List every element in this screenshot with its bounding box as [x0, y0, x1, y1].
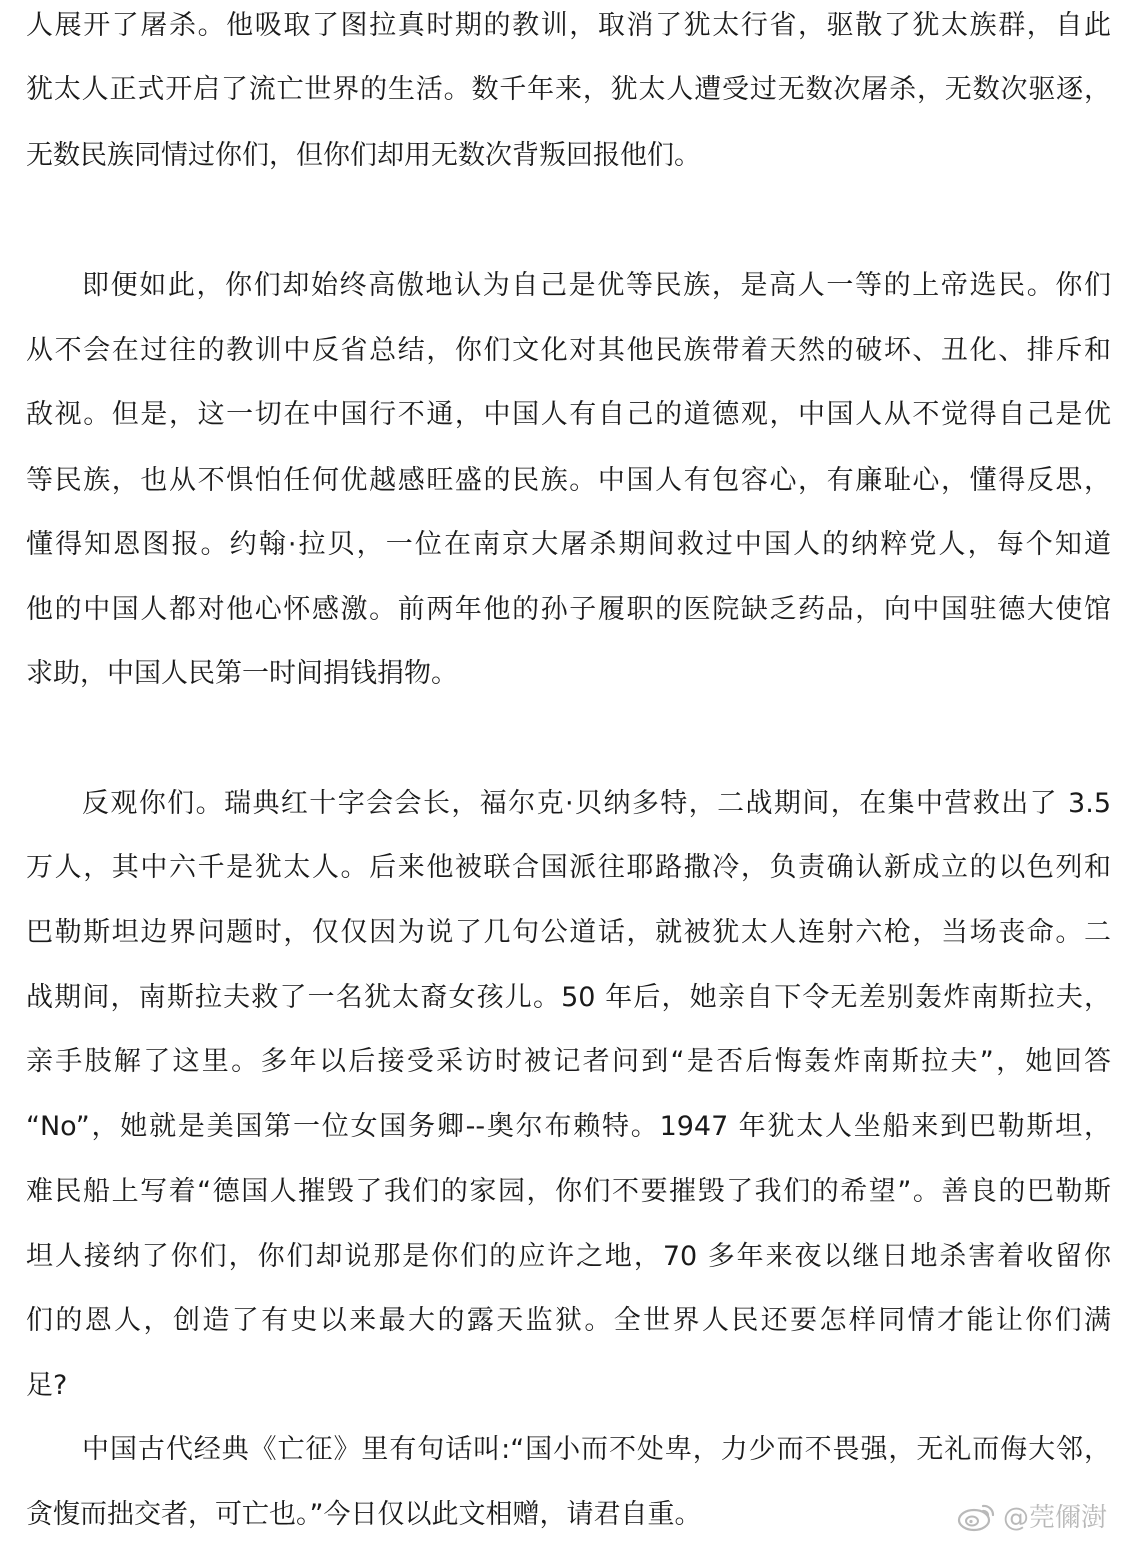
text-line: “No”，她就是美国第一位女国务卿--奥尔布赖特。1947 年犹太人坐船来到巴勒斯坦， [26, 1111, 1111, 1142]
text-line: 万人，其中六千是犹太人。后来他被联合国派往耶路撒冷，负责确认新成立的以色列和 [26, 852, 1111, 883]
text-line: 人展开了屠杀。他吸取了图拉真时期的教训，取消了犹太行省，驱散了犹太族群，自此 [26, 10, 1111, 41]
text-line: 敌视。但是，这一切在中国行不通，中国人有自己的道德观，中国人从不觉得自己是优 [26, 399, 1111, 430]
text-line: 们的恩人，创造了有史以来最大的露天监狱。全世界人民还要怎样同情才能让你们满 [26, 1305, 1111, 1336]
text-line: 亲手肢解了这里。多年以后接受采访时被记者问到“是否后悔轰炸南斯拉夫”，她回答 [26, 1046, 1111, 1077]
text-line: 即便如此，你们却始终高傲地认为自己是优等民族，是高人一等的上帝选民。你们 [82, 270, 1111, 301]
text-line: 战期间，南斯拉夫救了一名犹太裔女孩儿。50 年后，她亲自下令无差别轰炸南斯拉夫， [26, 982, 1111, 1013]
text-line: 难民船上写着“德国人摧毁了我们的家园，你们不要摧毁了我们的希望”。善良的巴勒斯 [26, 1176, 1111, 1207]
text-line: 反观你们。瑞典红十字会会长，福尔克·贝纳多特，二战期间，在集中营救出了 3.5 [82, 788, 1111, 819]
text-line: 他的中国人都对他心怀感激。前两年他的孙子履职的医院缺乏药品，向中国驻德大使馆 [26, 594, 1111, 625]
text-line: 坦人接纳了你们，你们却说那是你们的应许之地，70 多年来夜以继日地杀害着收留你 [26, 1241, 1111, 1272]
weibo-watermark [957, 1497, 1107, 1534]
text-line: 无数民族同情过你们，但你们却用无数次背叛回报他们。 [26, 140, 701, 171]
text-line: 犹太人正式开启了流亡世界的生活。数千年来，犹太人遭受过无数次屠杀，无数次驱逐， [26, 74, 1111, 105]
text-line: 懂得知恩图报。约翰·拉贝，一位在南京大屠杀期间救过中国人的纳粹党人，每个知道 [26, 529, 1111, 560]
text-line: 足? [26, 1370, 68, 1401]
watermark-text: @莞儞澍 [1002, 1503, 1107, 1533]
text-line: 贪愎而拙交者，可亡也。”今日仅以此文相赠，请君自重。 [26, 1499, 702, 1530]
weibo-icon [957, 1500, 997, 1532]
text-line: 求助，中国人民第一时间捐钱捐物。 [26, 658, 458, 689]
text-line: 中国古代经典《亡征》里有句话叫:“国小而不处卑，力少而不畏强，无礼而侮大邻， [82, 1434, 1111, 1465]
text-line: 巴勒斯坦边界问题时，仅仅因为说了几句公道话，就被犹太人连射六枪，当场丧命。二 [26, 917, 1111, 948]
text-line: 等民族，也从不惧怕任何优越感旺盛的民族。中国人有包容心，有廉耻心，懂得反思， [26, 465, 1111, 496]
text-line: 从不会在过往的教训中反省总结，你们文化对其他民族带着天然的破坏、丑化、排斥和 [26, 335, 1111, 366]
